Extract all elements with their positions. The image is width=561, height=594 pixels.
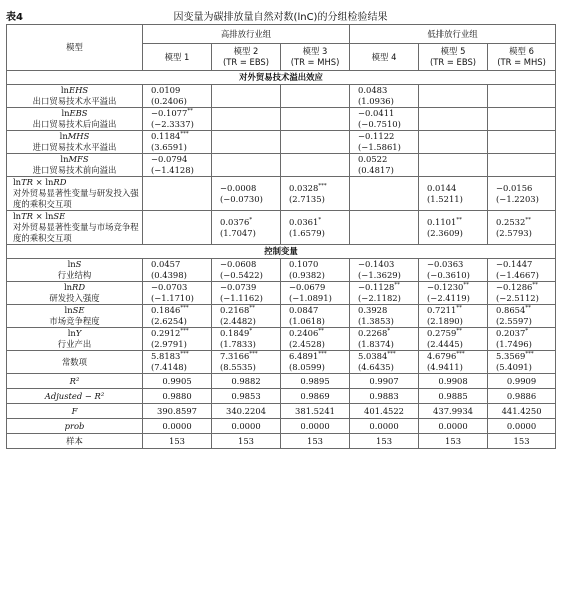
t-statistic: (2.4482)	[220, 316, 256, 326]
significance-stars: ***	[525, 351, 534, 358]
stat-value: 0.0000	[419, 419, 488, 434]
coef-cell	[212, 108, 281, 131]
coef-cell	[143, 108, 212, 131]
coefficient: 5.8183***	[151, 351, 189, 361]
header-group-low: 低排放行业组	[350, 25, 556, 44]
significance-stars: **	[394, 282, 400, 289]
coefficient: 0.1184***	[151, 131, 189, 141]
t-statistic: (0.4817)	[358, 165, 394, 175]
model-header-cell	[419, 44, 488, 71]
coefficient: 0.0109	[151, 85, 181, 95]
stat-value: 153	[488, 434, 556, 449]
coefficient: 0.0361*	[289, 216, 322, 227]
stat-value: 0.9883	[350, 389, 419, 404]
stat-value: 401.4522	[350, 404, 419, 419]
stat-value: 0.9886	[488, 389, 556, 404]
stat-label: R²	[7, 374, 143, 389]
coef-cell	[350, 351, 419, 374]
table-row	[7, 154, 556, 177]
coef-cell	[281, 211, 350, 245]
coefficient: 4.6796***	[427, 351, 465, 361]
t-statistic: (5.4091)	[496, 362, 532, 372]
t-statistic: (−1.3629)	[358, 270, 401, 280]
coef-cell	[143, 85, 212, 108]
coefficient: 0.0847	[289, 305, 319, 315]
t-statistic: (1.8374)	[358, 339, 394, 349]
table-row	[7, 305, 556, 328]
coefficient: −0.0794	[151, 154, 188, 164]
model-header-cell	[143, 44, 212, 71]
coef-cell	[488, 85, 556, 108]
coef-cell	[212, 282, 281, 305]
coef-cell	[143, 328, 212, 351]
coef-cell	[350, 154, 419, 177]
coef-cell	[350, 305, 419, 328]
model-header-cell	[488, 44, 556, 71]
stat-value: 0.0000	[350, 419, 419, 434]
t-statistic: (7.4148)	[151, 362, 187, 372]
coef-cell	[143, 282, 212, 305]
coefficient: 7.3166***	[220, 351, 258, 361]
coefficient: 0.0483	[358, 85, 388, 95]
coefficient: 0.0144	[427, 182, 457, 193]
coefficient: 0.2406**	[289, 328, 324, 338]
coefficient: 0.8654**	[496, 305, 531, 315]
row-label-cn: 市场竞争程度	[49, 316, 100, 326]
significance-stars: ***	[180, 351, 189, 358]
stat-value: 390.8597	[143, 404, 212, 419]
coefficient: 0.2759**	[427, 328, 462, 338]
stat-value: 153	[143, 434, 212, 449]
coef-cell	[350, 85, 419, 108]
stat-value: 0.9908	[419, 374, 488, 389]
significance-stars: ***	[180, 131, 189, 138]
coef-cell	[488, 328, 556, 351]
table-row	[7, 177, 556, 211]
coef-cell	[488, 259, 556, 282]
t-statistic: (2.7135)	[289, 193, 325, 204]
coefficient: 0.3928	[358, 305, 388, 315]
stat-value: 0.9880	[143, 389, 212, 404]
stat-row	[7, 419, 556, 434]
coefficient: −0.1122	[358, 131, 395, 141]
coef-cell	[212, 259, 281, 282]
significance-stars: *	[387, 328, 391, 335]
t-statistic: (−1.5861)	[358, 142, 401, 152]
stat-label: Adjusted − R²	[7, 389, 143, 404]
significance-stars: **	[525, 216, 531, 223]
t-statistic: (3.6591)	[151, 142, 187, 152]
coef-cell	[212, 154, 281, 177]
stat-value: 0.0000	[488, 419, 556, 434]
t-statistic: (1.0618)	[289, 316, 325, 326]
coefficient: 0.1101**	[427, 216, 462, 227]
coef-cell	[350, 108, 419, 131]
coefficient: 0.2037*	[496, 328, 529, 338]
t-statistic: (−1.0891)	[289, 293, 332, 303]
variable-symbol: lnRD	[63, 282, 86, 292]
variable-symbol: lnY	[67, 328, 82, 338]
model-subtitle: (TR = MHS)	[290, 57, 340, 67]
coef-cell	[212, 131, 281, 154]
t-statistic: (−0.0730)	[220, 193, 263, 204]
model-name: 模型 6	[509, 46, 534, 56]
significance-stars: ***	[180, 305, 189, 312]
table-title: 因变量为碳排放量自然对数(lnC)的分组检验结果	[173, 12, 388, 23]
section-trade-spillover: 对外贸易技术溢出效应	[7, 71, 556, 85]
coefficient: −0.0739	[220, 282, 257, 292]
significance-stars: **	[456, 328, 462, 335]
significance-stars: **	[456, 305, 462, 312]
coef-cell	[350, 211, 419, 245]
coefficient: −0.1077**	[151, 108, 193, 118]
t-statistic: (2.4528)	[289, 339, 325, 349]
table-row	[7, 282, 556, 305]
coef-cell	[281, 282, 350, 305]
t-statistic: (8.0599)	[289, 362, 325, 372]
significance-stars: ***	[387, 351, 396, 358]
coefficient: −0.0411	[358, 108, 395, 118]
table-row	[7, 259, 556, 282]
t-statistic: (−0.5422)	[220, 270, 263, 280]
coef-cell	[143, 211, 212, 245]
coef-cell	[212, 177, 281, 211]
coefficient: −0.0156	[496, 182, 533, 193]
model-subtitle: (TR = EBS)	[430, 57, 477, 67]
coefficient: −0.0679	[289, 282, 326, 292]
coef-cell	[488, 351, 556, 374]
stat-value: 153	[281, 434, 350, 449]
coefficient: 0.0376*	[220, 216, 253, 227]
coef-cell	[281, 328, 350, 351]
row-label	[7, 85, 143, 108]
stat-value: 0.0000	[143, 419, 212, 434]
coef-cell	[212, 328, 281, 351]
t-statistic: (2.9791)	[151, 339, 187, 349]
t-statistic: (0.2406)	[151, 96, 187, 106]
t-statistic: (−2.1182)	[358, 293, 401, 303]
t-statistic: (2.6254)	[151, 316, 187, 326]
t-statistic: (−1.4128)	[151, 165, 194, 175]
coef-cell	[281, 259, 350, 282]
table-caption	[6, 6, 555, 24]
row-label	[7, 305, 143, 328]
coefficient: 6.4891***	[289, 351, 327, 361]
t-statistic: (−0.7510)	[358, 119, 401, 129]
row-label	[7, 282, 143, 305]
stat-value: 153	[350, 434, 419, 449]
variable-symbol: lnTR × lnSE	[13, 211, 66, 221]
significance-stars: *	[318, 216, 322, 223]
coefficient: 5.3569***	[496, 351, 534, 361]
table-row	[7, 211, 556, 245]
variable-symbol: lnEHS	[60, 85, 89, 95]
stat-value: 441.4250	[488, 404, 556, 419]
table-row	[7, 131, 556, 154]
row-label-cn: 行业产出	[57, 339, 92, 349]
variable-symbol: lnSE	[64, 305, 85, 315]
row-label	[7, 177, 143, 211]
table-row	[7, 328, 556, 351]
coef-cell	[419, 108, 488, 131]
coefficient: −0.0363	[427, 259, 464, 269]
stat-value: 0.9869	[281, 389, 350, 404]
section-trade-spillover-row	[7, 71, 556, 85]
row-label	[7, 259, 143, 282]
row-label	[7, 328, 143, 351]
significance-stars: **	[532, 282, 538, 289]
stat-value: 381.5241	[281, 404, 350, 419]
coefficient: 0.0522	[358, 154, 388, 164]
t-statistic: (1.7496)	[496, 339, 532, 349]
t-statistic: (1.7047)	[220, 227, 256, 238]
significance-stars: **	[318, 328, 324, 335]
coef-cell	[419, 305, 488, 328]
t-statistic: (1.6579)	[289, 227, 325, 238]
t-statistic: (1.7833)	[220, 339, 256, 349]
coef-cell	[419, 131, 488, 154]
coef-cell	[488, 282, 556, 305]
coef-cell	[419, 154, 488, 177]
coef-cell	[350, 259, 419, 282]
variable-symbol: lnMHS	[59, 131, 90, 141]
coef-cell	[488, 154, 556, 177]
t-statistic: (1.5211)	[427, 193, 463, 204]
coefficient: −0.1403	[358, 259, 395, 269]
row-label	[7, 351, 143, 374]
coefficient: −0.1128**	[358, 282, 400, 292]
row-label-cn: 常数项	[61, 356, 88, 367]
coefficient: 0.7211**	[427, 305, 462, 315]
t-statistic: (−2.3337)	[151, 119, 194, 129]
coef-cell	[281, 131, 350, 154]
significance-stars: *	[249, 216, 253, 223]
significance-stars: **	[249, 305, 255, 312]
t-statistic: (1.0936)	[358, 96, 394, 106]
section-control-variables-row	[7, 245, 556, 259]
significance-stars: **	[463, 282, 469, 289]
coef-cell	[419, 177, 488, 211]
coef-cell	[419, 211, 488, 245]
coef-cell	[281, 108, 350, 131]
row-label	[7, 131, 143, 154]
coef-cell	[281, 177, 350, 211]
coef-cell	[488, 177, 556, 211]
t-statistic: (−1.4667)	[496, 270, 539, 280]
coef-cell	[143, 154, 212, 177]
header-group-high: 高排放行业组	[143, 25, 350, 44]
significance-stars: ***	[456, 351, 465, 358]
coefficient: 5.0384***	[358, 351, 396, 361]
significance-stars: ***	[318, 351, 327, 358]
variable-symbol: lnS	[67, 259, 82, 269]
stat-value: 153	[212, 434, 281, 449]
row-label-cn: 进口贸易技术前向溢出	[32, 165, 117, 175]
coefficient: 0.0328***	[289, 182, 327, 193]
significance-stars: **	[525, 305, 531, 312]
table-row	[7, 351, 556, 374]
coefficient: 0.1846***	[151, 305, 189, 315]
row-label	[7, 108, 143, 131]
coef-cell	[419, 259, 488, 282]
stat-row	[7, 389, 556, 404]
stat-value: 0.9907	[350, 374, 419, 389]
row-label-cn: 出口贸易技术水平溢出	[32, 96, 117, 106]
t-statistic: (−0.3610)	[427, 270, 470, 280]
table-number: 表4	[6, 12, 23, 23]
coef-cell	[212, 211, 281, 245]
coef-cell	[488, 305, 556, 328]
t-statistic: (2.5597)	[496, 316, 532, 326]
t-statistic: (2.1890)	[427, 316, 463, 326]
coefficient: 0.2532**	[496, 216, 531, 227]
regression-table	[6, 24, 556, 449]
model-name: 模型 4	[371, 51, 397, 62]
coef-cell	[488, 108, 556, 131]
t-statistic: (−2.4119)	[427, 293, 470, 303]
coefficient: 0.2268*	[358, 328, 391, 338]
row-label-cn: 研发投入强度	[49, 293, 100, 303]
row-label-cn: 出口贸易技术后向溢出	[32, 119, 117, 129]
t-statistic: (−1.1162)	[220, 293, 263, 303]
coef-cell	[143, 351, 212, 374]
significance-stars: *	[249, 328, 253, 335]
coef-cell	[488, 211, 556, 245]
coefficient: 0.1070	[289, 259, 319, 269]
stat-row	[7, 374, 556, 389]
variable-symbol: lnEBS	[61, 108, 88, 118]
model-subtitle: (TR = MHS)	[497, 57, 546, 67]
t-statistic: (0.9382)	[289, 270, 325, 280]
coef-cell	[419, 328, 488, 351]
stat-value: 0.9853	[212, 389, 281, 404]
coef-cell	[143, 131, 212, 154]
table-row	[7, 85, 556, 108]
coef-cell	[281, 85, 350, 108]
coef-cell	[143, 259, 212, 282]
model-name: 模型 3	[302, 46, 328, 56]
coef-cell	[350, 131, 419, 154]
coef-cell	[281, 305, 350, 328]
t-statistic: (2.3609)	[427, 227, 463, 238]
header-model: 模型	[7, 25, 143, 71]
coefficient: 0.1849*	[220, 328, 253, 338]
significance-stars: ***	[318, 182, 327, 189]
coef-cell	[281, 351, 350, 374]
coef-cell	[212, 351, 281, 374]
t-statistic: (1.3853)	[358, 316, 394, 326]
significance-stars: **	[456, 216, 462, 223]
variable-symbol: lnTR × lnRD	[13, 177, 67, 187]
stat-value: 0.9909	[488, 374, 556, 389]
row-label-cn: 行业结构	[57, 270, 92, 280]
significance-stars: **	[187, 108, 193, 115]
t-statistic: (8.5535)	[220, 362, 256, 372]
coef-cell	[350, 282, 419, 305]
coefficient: −0.0008	[220, 182, 257, 193]
coef-cell	[212, 305, 281, 328]
stat-value: 0.9885	[419, 389, 488, 404]
stat-label: prob	[7, 419, 143, 434]
coef-cell	[143, 305, 212, 328]
coef-cell	[212, 85, 281, 108]
t-statistic: (2.4445)	[427, 339, 463, 349]
significance-stars: ***	[249, 351, 258, 358]
model-subtitle: (TR = EBS)	[222, 57, 270, 67]
table-row	[7, 108, 556, 131]
row-label	[7, 211, 143, 245]
stat-label: F	[7, 404, 143, 419]
coef-cell	[419, 282, 488, 305]
model-name: 模型 5	[440, 46, 466, 56]
section-control-variables: 控制变量	[7, 245, 556, 259]
t-statistic: (−1.2203)	[496, 193, 539, 204]
coefficient: −0.1447	[496, 259, 533, 269]
t-statistic: (2.5793)	[496, 227, 532, 238]
row-label-cn: 进口贸易技术水平溢出	[32, 142, 117, 152]
t-statistic: (4.6435)	[358, 362, 394, 372]
row-label	[7, 154, 143, 177]
coef-cell	[143, 177, 212, 211]
stat-value: 0.0000	[212, 419, 281, 434]
coef-cell	[419, 351, 488, 374]
coefficient: 0.2168**	[220, 305, 255, 315]
stat-label: 样本	[7, 434, 143, 449]
stat-value: 0.9882	[212, 374, 281, 389]
coef-cell	[419, 85, 488, 108]
stat-value: 0.9905	[143, 374, 212, 389]
coefficient: −0.1286**	[496, 282, 538, 292]
coef-cell	[350, 328, 419, 351]
stat-value: 153	[419, 434, 488, 449]
coefficient: −0.0608	[220, 259, 257, 269]
stat-value: 0.0000	[281, 419, 350, 434]
coef-cell	[488, 131, 556, 154]
coefficient: 0.2912***	[151, 328, 189, 338]
row-label-cn: 对外贸易显著性变量与市场竞争程度的乘积交互项	[13, 222, 139, 243]
row-label-cn: 对外贸易显著性变量与研发投入强度的乘积交互项	[13, 188, 139, 209]
coef-cell	[281, 154, 350, 177]
significance-stars: ***	[180, 328, 189, 335]
stat-row	[7, 434, 556, 449]
coefficient: 0.0457	[151, 259, 181, 269]
coef-cell	[350, 177, 419, 211]
model-name: 模型 2	[233, 46, 259, 56]
t-statistic: (0.4398)	[151, 270, 187, 280]
model-name: 模型 1	[164, 51, 190, 62]
model-header-cell	[350, 44, 419, 71]
significance-stars: *	[525, 328, 529, 335]
t-statistic: (−1.1710)	[151, 293, 194, 303]
stat-value: 0.9895	[281, 374, 350, 389]
stat-value: 340.2204	[212, 404, 281, 419]
coefficient: −0.0703	[151, 282, 188, 292]
stat-value: 437.9934	[419, 404, 488, 419]
model-header-cell	[281, 44, 350, 71]
t-statistic: (−2.5112)	[496, 293, 539, 303]
coefficient: −0.1230**	[427, 282, 469, 292]
variable-symbol: lnMFS	[60, 154, 89, 164]
stat-row	[7, 404, 556, 419]
model-header-cell	[212, 44, 281, 71]
t-statistic: (4.9411)	[427, 362, 463, 372]
